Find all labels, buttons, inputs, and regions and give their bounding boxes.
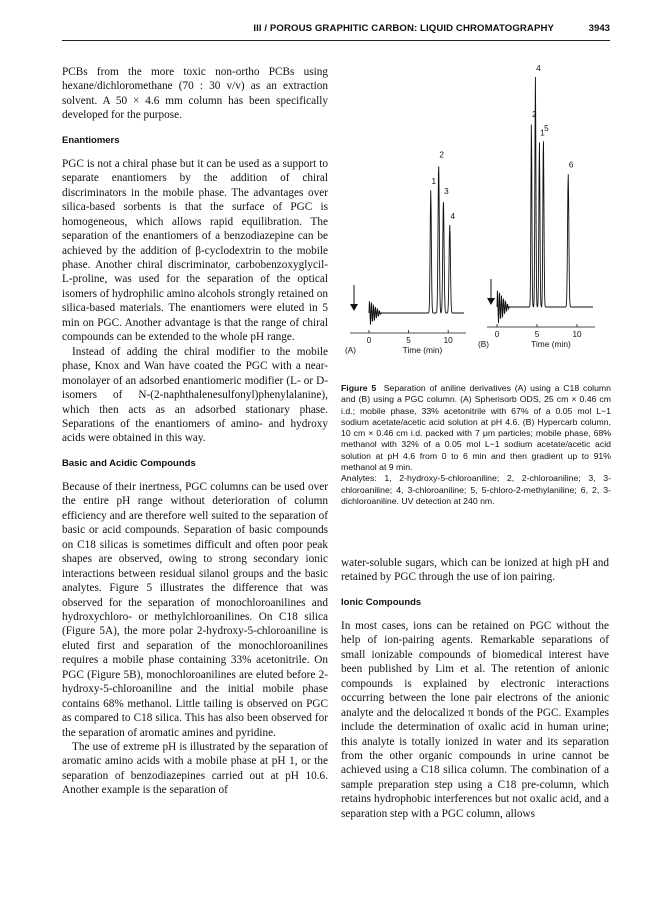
paragraph-basic-1: Because of their inertness, PGC columns can be used over the entire pH range without deterioration of column efficiency and are therefore well suited to the separation of basic or acid compounds. Separation of basic compounds on C18 silicas is sometimes difficult and often poor peak shapes are observed, owing to strong secondary ionic interactions between residual silanol groups and the basic analytes. Figure 5 illustrates the difference that was observed for the separation of monochloroanilines and hydroxychloro- or methylchloroanilines. On C18 silica (Figure 5A), the more polar 2-hydroxy-5-chloroaniline is eluted first and separation of the monochloroanilines requires a mobile phase containing 33% acetonitrile. On PGC (Figure 5B), monochloroanilines are eluted before 2-hydroxy-5-chloroaniline and the initial mobile phase contains 68% methanol. Little tailing is observed on PGC as compared to C18 silica. This has also been observed for the separation of aromatic amines and pyridine. xyxy=(62,480,328,739)
page-number: 3943 xyxy=(588,23,610,34)
paragraph-basic-2: The use of extreme pH is illustrated by the separation of aromatic amino acids with a mobile phase at pH 1, or the separation of benzodiazepines carried out at pH 10.6. Another example is the separation of xyxy=(62,741,328,797)
heading-basic-acidic: Basic and Acidic Compounds xyxy=(62,457,196,469)
panel-label: (A) xyxy=(345,346,356,355)
caption-text: Separation of aniline derivatives (A) using a C18 column and (B) using a PGC column. (A) Spherisorb ODS, 25 cm × 0.46 cm i.d.; mobile phase, 33% acetonitrile with 67% of a 0.05 mol L−1 sodium acetate/acetic acid solution at pH 4.6. (B) Hypercarb column, 10 cm × 0.46 cm i.d. packed with 7 μm particles; mobile phase, 68% methanol with 32% of a 0.05 mol L−1 sodium acetate/acetic acid solution at pH 4.6 from 0 to 6 min and then gradient up to 91% methanol at 9 min. xyxy=(341,383,612,473)
peak-label-3: 3 xyxy=(444,187,449,197)
panel-label: (B) xyxy=(478,340,489,349)
running-head xyxy=(62,18,610,41)
figure-caption xyxy=(341,383,611,507)
tick-label-5: 5 xyxy=(534,330,540,339)
peak-label-6: 6 xyxy=(568,160,574,170)
paragraph-enantiomers-1: PGC is not a chiral phase but it can be used as a support to separate enantiomers by the addition of chiral discriminators in the mobile phase. The advantages over silica-based sorbents is that the surface of PGC is homogeneous, which allows rapid equilibration. The separation of the enantiomers of a benzodiazepine can be achieved by the addition of β-cyclodextrin to the mobile phase. Another chiral discriminator, carbobenzoxyglycil-L-proline, was used for the separation of the optical isomers of hydrophilic amino alcohols strongly retained on silica-based materials. The enantiomers were eluted in 5 min on PGC. Another advantage is that the range of chiral compounds can be extended to the whole pH range. xyxy=(62,157,328,344)
tick-label-10: 10 xyxy=(443,336,453,345)
paragraph-ionic: In most cases, ions can be retained on PGC without the help of ion-pairing agents. Remarkable separations of small ionizable compounds of biomedical interest have been published by Lim et al. The retention of anionic compounds is explained by electronic interactions occurring between the lone pair electrons of the anionic analyte and the delocalized π bonds of the PGC. Examples include the determination of oxalic acid in human urine; this analyte is totally ionized in water and its separation from the other organic compounds in urine cannot be achieved using a C18 silica column. The combination of a sample preparation step using a C18 pre-column, which retains hydrophobic interferences but not oxalic acid, and a separation step with a PGC column, allows xyxy=(341,619,609,820)
peak-label-2: 2 xyxy=(439,150,444,160)
caption-analytes: Analytes: 1, 2-hydroxy-5-chloroaniline; 2, 2-chloroaniline; 3, 3-chloroaniline; 4, 3-chloroaniline; 5, 5-chloro-2-methylaniline; 6, 2, 3-dichloroaniline. UV detection at 240 nm. xyxy=(341,473,611,506)
caption-label: Figure 5 xyxy=(341,383,377,393)
heading-ionic: Ionic Compounds xyxy=(341,596,422,608)
right-column xyxy=(341,556,609,821)
tick-label-0: 0 xyxy=(494,330,500,339)
paragraph-continued: water-soluble sugars, which can be ionized at high pH and retained by PGC through the use of ion pairing. xyxy=(341,557,609,584)
peak-label-1: 1 xyxy=(431,177,437,187)
peak-label-1: 1 xyxy=(540,128,545,138)
figure-5 xyxy=(341,65,609,357)
tick-label-0: 0 xyxy=(366,336,372,345)
chromatogram-trace-a xyxy=(369,166,464,324)
heading-enantiomers: Enantiomers xyxy=(62,134,120,146)
axis-title: Time (min) xyxy=(531,339,571,349)
peak-label-4: 4 xyxy=(536,65,541,73)
injection-arrowhead xyxy=(350,304,358,311)
chromatogram-chart xyxy=(341,65,609,357)
paragraph-intro: PCBs from the more toxic non-ortho PCBs using hexane/dichloromethane (70 : 30 v/v) as an extraction solvent. A 50 × 4.6 mm column has been specifically developed for the purpose. xyxy=(62,66,328,122)
tick-label-10: 10 xyxy=(572,330,582,339)
paragraph-enantiomers-2: Instead of adding the chiral modifier to the mobile phase, Knox and Wan have coated the PGC with a near-monolayer of an adsorbed enantiomeric modifier (L- or D-isomers of N-(2-naphthalenesulfonyl)phenylalanine), which then acts as an adsorbed stationary phase. Separations of the enantiomers of amino- and hydroxy acids were obtained in this way. xyxy=(62,345,328,445)
peak-label-4: 4 xyxy=(450,212,456,222)
chromatogram-trace-b xyxy=(497,77,593,323)
left-column xyxy=(62,65,328,798)
peak-label-5: 5 xyxy=(544,123,549,133)
running-title: III / POROUS GRAPHITIC CARBON: LIQUID CHROMATOGRAPHY xyxy=(253,23,554,34)
peak-label-2: 2 xyxy=(532,110,537,119)
tick-label-5: 5 xyxy=(406,336,411,345)
axis-title: Time (min) xyxy=(402,345,443,355)
injection-arrowhead xyxy=(487,298,495,305)
